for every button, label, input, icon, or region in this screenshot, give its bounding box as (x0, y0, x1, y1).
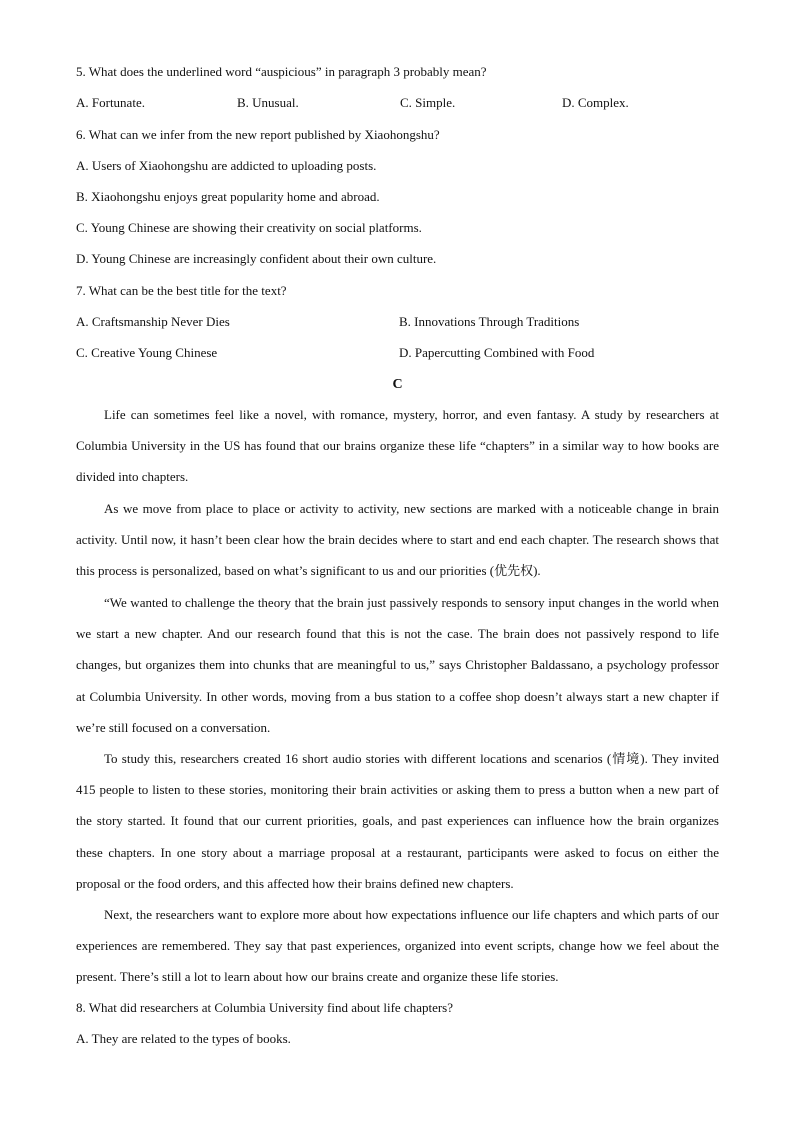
passage-paragraph-3: “We wanted to challenge the theory that the brain just passively responds to sensory input changes in the world when we start a new chapter. And our research found that this is not the case. The brain does not passively respond to life changes, but organizes them into chunks that are meaningful to us,” says Christopher Baldassano, a psychology professor at Columbia University. In other words, moving from a bus station to a coffee shop doesn’t always start a new chapter if we’re still focused on a conversation. (76, 595, 719, 735)
question-6-option-b: B. Xiaohongshu enjoys great popularity home and abroad. (76, 189, 380, 204)
question-6-option-d: D. Young Chinese are increasingly confident about their own culture. (76, 251, 437, 266)
question-5-option-c: C. Simple. (400, 95, 456, 110)
question-8-option-a: A. They are related to the types of books. (76, 1031, 291, 1046)
question-5-stem: 5. What does the underlined word “auspicious” in paragraph 3 probably mean? (76, 64, 487, 79)
question-7-option-d: D. Papercutting Combined with Food (399, 345, 595, 360)
passage-paragraph-4: To study this, researchers created 16 short audio stories with different locations and scenarios (情境). They invited 415 people to listen to these stories, monitoring their brain activities or asking them to press a button when a new part of the story started. It found that our current priorities, goals, and past experiences can influence how the brain organizes these chapters. In one story about a marriage proposal at a restaurant, participants were asked to focus on either the proposal or the food orders, and this affected how their brains defined new chapters. (76, 751, 719, 891)
question-7-option-b: B. Innovations Through Traditions (399, 314, 580, 329)
section-heading: C (392, 377, 403, 392)
question-5-option-a: A. Fortunate. (76, 95, 145, 110)
question-5-option-d: D. Complex. (562, 95, 629, 110)
question-6-option-a: A. Users of Xiaohongshu are addicted to uploading posts. (76, 158, 377, 173)
question-5-option-b: B. Unusual. (237, 95, 299, 110)
question-6-stem: 6. What can we infer from the new report published by Xiaohongshu? (76, 127, 440, 142)
passage-paragraph-5: Next, the researchers want to explore more about how expectations influence our life chapters and which parts of our experiences are remembered. They say that past experiences, organized into event scripts, change how we feel about the present. There’s still a lot to learn about how our brains create and organize these life stories. (76, 907, 719, 985)
question-6-option-c: C. Young Chinese are showing their creativity on social platforms. (76, 220, 422, 235)
question-8-stem: 8. What did researchers at Columbia University find about life chapters? (76, 1000, 453, 1015)
question-7-stem: 7. What can be the best title for the text? (76, 283, 287, 298)
question-7-option-a: A. Craftsmanship Never Dies (76, 314, 230, 329)
passage-paragraph-2: As we move from place to place or activity to activity, new sections are marked with a noticeable change in brain activity. Until now, it hasn’t been clear how the brain decides where to start and end each chapter. The research shows that this process is personalized, based on what’s significant to us and our priorities (优先权). (76, 501, 719, 579)
question-7-option-c: C. Creative Young Chinese (76, 345, 218, 360)
passage-paragraph-1: Life can sometimes feel like a novel, with romance, mystery, horror, and even fantasy. A study by researchers at Columbia University in the US has found that our brains organize these life “chapters” in a similar way to how books are divided into chapters. (76, 407, 719, 485)
